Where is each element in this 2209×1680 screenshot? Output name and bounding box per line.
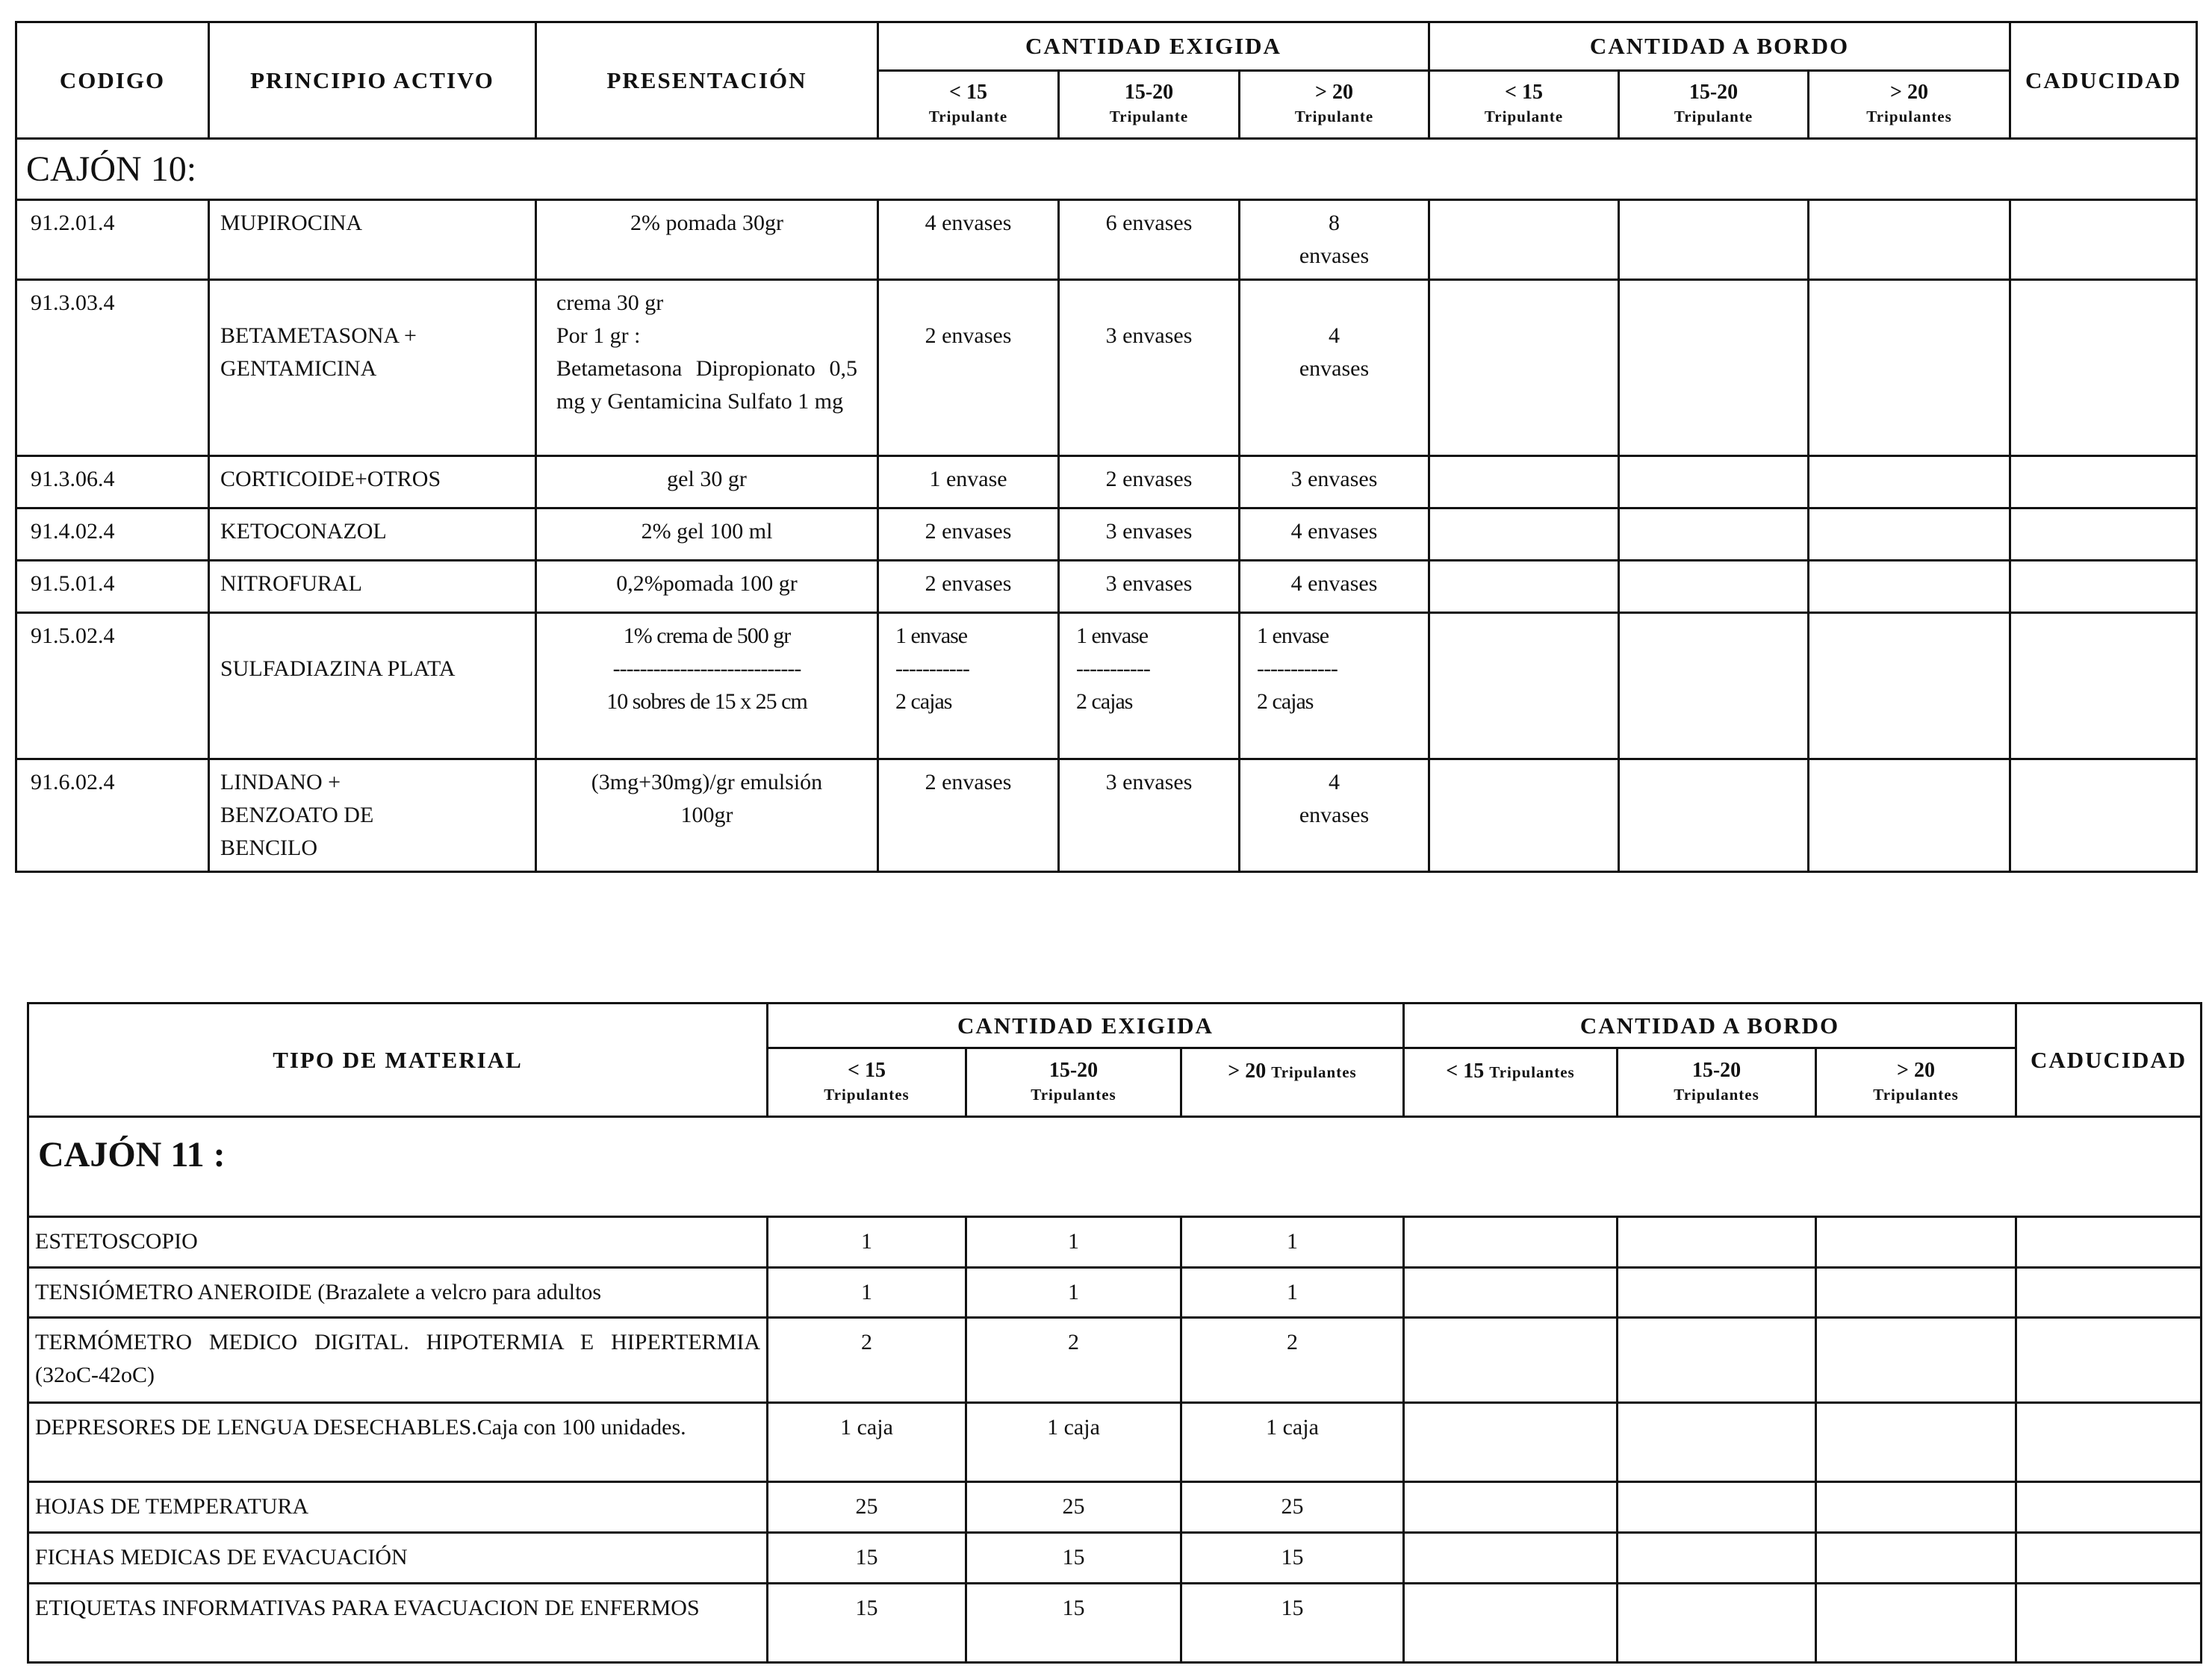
presentation-cell: crema 30 gr Por 1 gr : Betametasona Dipropionato 0,5 mg y Gentamicina Sulfato 1 mg [536,280,878,456]
qty-gt20-cell: 25 [1181,1482,1404,1533]
onboard-gt20-cell[interactable] [1816,1318,2016,1403]
expiry-cell[interactable] [2010,561,2197,613]
qty-lt15-cell: 2 envases [878,508,1059,561]
onboard-lt15-cell[interactable] [1429,561,1619,613]
qty-gt20-cell: 1 caja [1181,1403,1404,1482]
presentation-cell: 2% gel 100 ml [536,508,878,561]
table-row [16,613,2197,759]
onboard-15-20-cell[interactable] [1619,613,1809,759]
qty-lt15-cell: 4 envases [878,200,1059,280]
onboard-gt20-cell[interactable] [1809,561,2010,613]
expiry-cell[interactable] [2010,613,2197,759]
qty-15-20-cell: 15 [966,1584,1181,1663]
principle-cell: MUPIROCINA [209,200,536,280]
qty-gt20-cell: 1 [1181,1268,1404,1318]
qty-gt20-cell: 1 [1181,1217,1404,1268]
expiry-cell[interactable] [2010,759,2197,872]
header-bordo-15-20: 15-20 Tripulantes [1618,1048,1816,1117]
expiry-cell[interactable] [2010,200,2197,280]
presentation-cell: 1% crema de 500 gr ---------------------------- 10 sobres de 15 x 25 cm [536,613,878,759]
header-tipo-material: TIPO DE MATERIAL [28,1004,768,1117]
presentation-cell: 2% pomada 30gr [536,200,878,280]
qty-gt20-cell: 1 envase ------------ 2 cajas [1240,613,1429,759]
header-exigida-gt20: > 20 Tripulante [1240,71,1429,139]
header-caducidad: CADUCIDAD [2010,22,2197,139]
onboard-15-20-cell[interactable] [1619,200,1809,280]
qty-lt15-cell: 2 envases [878,759,1059,872]
onboard-15-20-cell[interactable] [1619,561,1809,613]
code-cell: 91.4.02.4 [16,508,209,561]
onboard-15-20-cell[interactable] [1619,759,1809,872]
qty-lt15-cell: 1 envase [878,456,1059,508]
qty-15-20-cell: 3 envases [1059,508,1240,561]
qty-lt15-cell: 25 [768,1482,966,1533]
onboard-15-20-cell[interactable] [1618,1482,1816,1533]
qty-lt15-cell: 2 envases [878,561,1059,613]
onboard-gt20-cell[interactable] [1816,1482,2016,1533]
onboard-gt20-cell[interactable] [1809,280,2010,456]
qty-lt15-cell: 1 caja [768,1403,966,1482]
material-cell: HOJAS DE TEMPERATURA [28,1482,768,1533]
expiry-cell[interactable] [2016,1533,2202,1584]
onboard-15-20-cell[interactable] [1618,1584,1816,1663]
onboard-lt15-cell[interactable] [1404,1482,1618,1533]
onboard-15-20-cell[interactable] [1618,1403,1816,1482]
expiry-cell[interactable] [2016,1403,2202,1482]
onboard-lt15-cell[interactable] [1429,508,1619,561]
onboard-gt20-cell[interactable] [1816,1403,2016,1482]
qty-15-20-cell: 1 [966,1217,1181,1268]
header-cantidad-a-bordo: CANTIDAD A BORDO [1429,22,2010,71]
principle-cell: LINDANO + BENZOATO DE BENCILO [209,759,536,872]
presentation-cell: gel 30 gr [536,456,878,508]
qty-lt15-cell: 1 envase ----------- 2 cajas [878,613,1059,759]
onboard-lt15-cell[interactable] [1404,1403,1618,1482]
qty-gt20-cell: 4 envases [1240,280,1429,456]
qty-gt20-cell: 8 envases [1240,200,1429,280]
onboard-lt15-cell[interactable] [1404,1318,1618,1403]
qty-lt15-cell: 15 [768,1533,966,1584]
onboard-lt15-cell[interactable] [1429,200,1619,280]
expiry-cell[interactable] [2010,456,2197,508]
header-exigida-lt15: < 15 Tripulantes [768,1048,966,1117]
table-row [16,456,2197,508]
expiry-cell[interactable] [2016,1268,2202,1318]
onboard-15-20-cell[interactable] [1618,1533,1816,1584]
table-row [28,1268,2202,1318]
qty-15-20-cell: 3 envases [1059,759,1240,872]
table-row [16,759,2197,872]
onboard-lt15-cell[interactable] [1404,1217,1618,1268]
code-cell: 91.6.02.4 [16,759,209,872]
qty-gt20-cell: 15 [1181,1584,1404,1663]
material-cell: ESTETOSCOPIO [28,1217,768,1268]
drawer-title: CAJÓN 11 : [28,1117,2202,1217]
onboard-gt20-cell[interactable] [1816,1217,2016,1268]
qty-15-20-cell: 1 caja [966,1403,1181,1482]
header-exigida-15-20: 15-20 Tripulantes [966,1048,1181,1117]
qty-15-20-cell: 1 [966,1268,1181,1318]
onboard-15-20-cell[interactable] [1618,1217,1816,1268]
header-bordo-lt15: < 15 Tripulantes [1404,1048,1618,1117]
principle-cell: SULFADIAZINA PLATA [209,613,536,759]
qty-15-20-cell: 25 [966,1482,1181,1533]
table-row [28,1403,2202,1482]
header-exigida-gt20: > 20 Tripulantes [1181,1048,1404,1117]
qty-15-20-cell: 15 [966,1533,1181,1584]
onboard-lt15-cell[interactable] [1429,759,1619,872]
onboard-lt15-cell[interactable] [1404,1584,1618,1663]
code-cell: 91.3.03.4 [16,280,209,456]
header-bordo-gt20: > 20 Tripulantes [1809,71,2010,139]
header-caducidad: CADUCIDAD [2016,1004,2202,1117]
presentation-cell: (3mg+30mg)/gr emulsión 100gr [536,759,878,872]
onboard-gt20-cell[interactable] [1809,613,2010,759]
header-cantidad-a-bordo: CANTIDAD A BORDO [1404,1004,2016,1048]
onboard-lt15-cell[interactable] [1404,1268,1618,1318]
table-row [28,1533,2202,1584]
table-row [16,561,2197,613]
material-cell: TENSIÓMETRO ANEROIDE (Brazalete a velcro para adultos [28,1268,768,1318]
medication-table-drawer-10 [15,21,2198,873]
drawer-title: CAJÓN 10: [16,139,2197,200]
table-row [16,280,2197,456]
header-exigida-15-20: 15-20 Tripulante [1059,71,1240,139]
onboard-gt20-cell[interactable] [1816,1268,2016,1318]
qty-15-20-cell: 1 envase ----------- 2 cajas [1059,613,1240,759]
onboard-gt20-cell[interactable] [1816,1533,2016,1584]
qty-lt15-cell: 1 [768,1217,966,1268]
material-table-drawer-11 [27,1002,2202,1664]
header-codigo: CODIGO [16,22,209,139]
principle-cell: CORTICOIDE+OTROS [209,456,536,508]
material-cell: DEPRESORES DE LENGUA DESECHABLES.Caja con 100 unidades. [28,1403,768,1482]
table-row [16,200,2197,280]
qty-15-20-cell: 2 envases [1059,456,1240,508]
code-cell: 91.2.01.4 [16,200,209,280]
table-row [16,508,2197,561]
onboard-15-20-cell[interactable] [1619,280,1809,456]
onboard-15-20-cell[interactable] [1618,1268,1816,1318]
header-bordo-gt20: > 20 Tripulantes [1816,1048,2016,1117]
qty-gt20-cell: 15 [1181,1533,1404,1584]
onboard-15-20-cell[interactable] [1619,456,1809,508]
expiry-cell[interactable] [2016,1318,2202,1403]
code-cell: 91.5.02.4 [16,613,209,759]
header-bordo-lt15: < 15 Tripulante [1429,71,1619,139]
expiry-cell[interactable] [2010,280,2197,456]
qty-gt20-cell: 4 envases [1240,759,1429,872]
onboard-15-20-cell[interactable] [1618,1318,1816,1403]
qty-15-20-cell: 3 envases [1059,280,1240,456]
header-exigida-lt15: < 15 Tripulante [878,71,1059,139]
onboard-lt15-cell[interactable] [1429,456,1619,508]
onboard-15-20-cell[interactable] [1619,508,1809,561]
material-cell: ETIQUETAS INFORMATIVAS PARA EVACUACION DE ENFERMOS [28,1584,768,1663]
onboard-gt20-cell[interactable] [1809,759,2010,872]
table-row [28,1584,2202,1663]
principle-cell: BETAMETASONA + GENTAMICINA [209,280,536,456]
table-row [28,1318,2202,1403]
presentation-cell: 0,2%pomada 100 gr [536,561,878,613]
onboard-gt20-cell[interactable] [1809,508,2010,561]
onboard-lt15-cell[interactable] [1429,280,1619,456]
onboard-gt20-cell[interactable] [1809,456,2010,508]
material-cell: TERMÓMETRO MEDICO DIGITAL. HIPOTERMIA E HIPERTERMIA (32oC-42oC) [28,1318,768,1403]
onboard-lt15-cell[interactable] [1429,613,1619,759]
header-principio-activo: PRINCIPIO ACTIVO [209,22,536,139]
qty-gt20-cell: 2 [1181,1318,1404,1403]
qty-lt15-cell: 15 [768,1584,966,1663]
table-row [28,1482,2202,1533]
code-cell: 91.3.06.4 [16,456,209,508]
qty-lt15-cell: 1 [768,1268,966,1318]
header-cantidad-exigida: CANTIDAD EXIGIDA [878,22,1429,71]
qty-lt15-cell: 2 [768,1318,966,1403]
onboard-gt20-cell[interactable] [1809,200,2010,280]
header-presentacion: PRESENTACIÓN [536,22,878,139]
qty-gt20-cell: 4 envases [1240,561,1429,613]
expiry-cell[interactable] [2016,1584,2202,1663]
table-row [28,1217,2202,1268]
expiry-cell[interactable] [2016,1217,2202,1268]
principle-cell: NITROFURAL [209,561,536,613]
header-cantidad-exigida: CANTIDAD EXIGIDA [768,1004,1404,1048]
header-bordo-15-20: 15-20 Tripulante [1619,71,1809,139]
qty-gt20-cell: 3 envases [1240,456,1429,508]
qty-15-20-cell: 3 envases [1059,561,1240,613]
code-cell: 91.5.01.4 [16,561,209,613]
onboard-gt20-cell[interactable] [1816,1584,2016,1663]
material-cell: FICHAS MEDICAS DE EVACUACIÓN [28,1533,768,1584]
expiry-cell[interactable] [2010,508,2197,561]
qty-gt20-cell: 4 envases [1240,508,1429,561]
qty-15-20-cell: 6 envases [1059,200,1240,280]
principle-cell: KETOCONAZOL [209,508,536,561]
qty-lt15-cell: 2 envases [878,280,1059,456]
onboard-lt15-cell[interactable] [1404,1533,1618,1584]
expiry-cell[interactable] [2016,1482,2202,1533]
qty-15-20-cell: 2 [966,1318,1181,1403]
